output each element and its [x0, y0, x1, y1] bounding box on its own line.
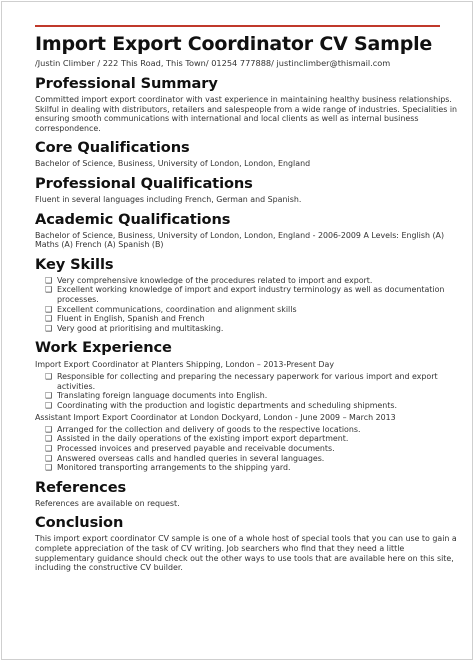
professional-text: Fluent in several languages including French, German and Spanish. [35, 194, 302, 204]
checkbox-bullet-icon: ❑ [45, 424, 53, 434]
section-heading: Conclusion [35, 514, 124, 532]
cv-page [1, 1, 473, 660]
checkbox-bullet-icon: ❑ [45, 444, 53, 454]
section-professional-summary [35, 75, 458, 133]
section-heading: Core Qualifications [35, 139, 190, 157]
list-item: ❑ Fluent in English, Spanish and French [45, 314, 205, 324]
section-academic-qualifications [35, 211, 458, 250]
checkbox-bullet-icon: ❑ [45, 323, 53, 333]
section-core-qualifications [35, 139, 458, 169]
header-accent-line [35, 25, 440, 27]
job-title: Import Export Coordinator at Planters Shipping, London – 2013-Present Day [35, 360, 334, 370]
checkbox-bullet-icon: ❑ [45, 400, 53, 410]
job-duties-list [35, 425, 458, 473]
checkbox-bullet-icon: ❑ [45, 285, 53, 295]
job-title: Assistant Import Export Coordinator at London Dockyard, London - June 2009 – March 2013 [35, 413, 396, 423]
checkbox-bullet-icon: ❑ [45, 371, 53, 381]
summary-text: Committed import export coordinator with vast experience in maintaining healthy business relationships. Skilful in dealing with distributors, retailers and salespeople from a wide range of industries. Specialities in ensuring smooth communications with international and local clients as well as internal business correspondence. [35, 95, 458, 133]
checkbox-bullet-icon: ❑ [45, 463, 53, 473]
list-item: ❑ Arranged for the collection and delivery of goods to the respective locations. [45, 424, 361, 434]
checkbox-bullet-icon: ❑ [45, 391, 53, 401]
section-professional-qualifications [35, 175, 458, 205]
list-item: ❑ Responsible for collecting and preparing the necessary paperwork for various import and export activities. [45, 371, 438, 391]
list-item: ❑ Very good at prioritising and multitasking. [45, 323, 224, 333]
list-item: ❑ Monitored transporting arrangements to the shipping yard. [45, 463, 291, 473]
section-heading: Professional Summary [35, 75, 218, 92]
section-heading: References [35, 478, 127, 496]
checkbox-bullet-icon: ❑ [45, 275, 53, 285]
checkbox-bullet-icon: ❑ [45, 434, 53, 444]
list-item: ❑ Coordinating with the production and logistic departments and scheduling shipments. [45, 400, 397, 410]
list-item: ❑ Processed invoices and preserved payable and receivable documents. [45, 444, 335, 454]
skills-list [35, 276, 458, 334]
section-key-skills [35, 256, 458, 334]
contact-line: /Justin Climber / 222 This Road, This Town/ 01254 777888/ justinclimber@thismail.com [35, 58, 391, 68]
job-duties-list [35, 372, 458, 410]
section-heading: Professional Qualifications [35, 174, 253, 192]
checkbox-bullet-icon: ❑ [45, 304, 53, 314]
references-text: References are available on request. [35, 498, 180, 508]
section-references [35, 479, 458, 509]
conclusion-text: This import export coordinator CV sample is one of a whole host of special tools that you can use to gain a complete appreciation of the task of CV writing. Job searchers who find that they need a little supplementary guidance should check out the other ways to use tools that are available here on this site, including the constructive CV builder. [35, 534, 457, 573]
section-work-experience [35, 339, 458, 473]
cv-title: Import Export Coordinator CV Sample [35, 33, 433, 55]
section-conclusion [35, 514, 458, 572]
list-item: ❑ Excellent working knowledge of import and export industry terminology as well as documentation processes. [45, 285, 445, 304]
academic-text: Bachelor of Science, Business, University of London, London, England - 2006-2009 A Levels: English (A) Maths (A) French (A) Spanish (B) [35, 230, 445, 250]
checkbox-bullet-icon: ❑ [45, 314, 53, 324]
section-heading: Academic Qualifications [35, 210, 231, 228]
list-item: ❑ Answered overseas calls and handled queries in several languages. [45, 453, 325, 463]
list-item: ❑ Very comprehensive knowledge of the procedures related to import and export. [45, 275, 373, 285]
list-item: ❑ Translating foreign language documents into English. [45, 391, 268, 401]
list-item: ❑ Excellent communications, coordination and alignment skills [45, 304, 297, 314]
core-text: Bachelor of Science, Business, University of London, London, England [35, 159, 311, 169]
list-item: ❑ Assisted in the daily operations of the existing import export department. [45, 434, 349, 444]
section-heading: Key Skills [35, 255, 114, 273]
section-heading: Work Experience [35, 339, 172, 357]
checkbox-bullet-icon: ❑ [45, 453, 53, 463]
